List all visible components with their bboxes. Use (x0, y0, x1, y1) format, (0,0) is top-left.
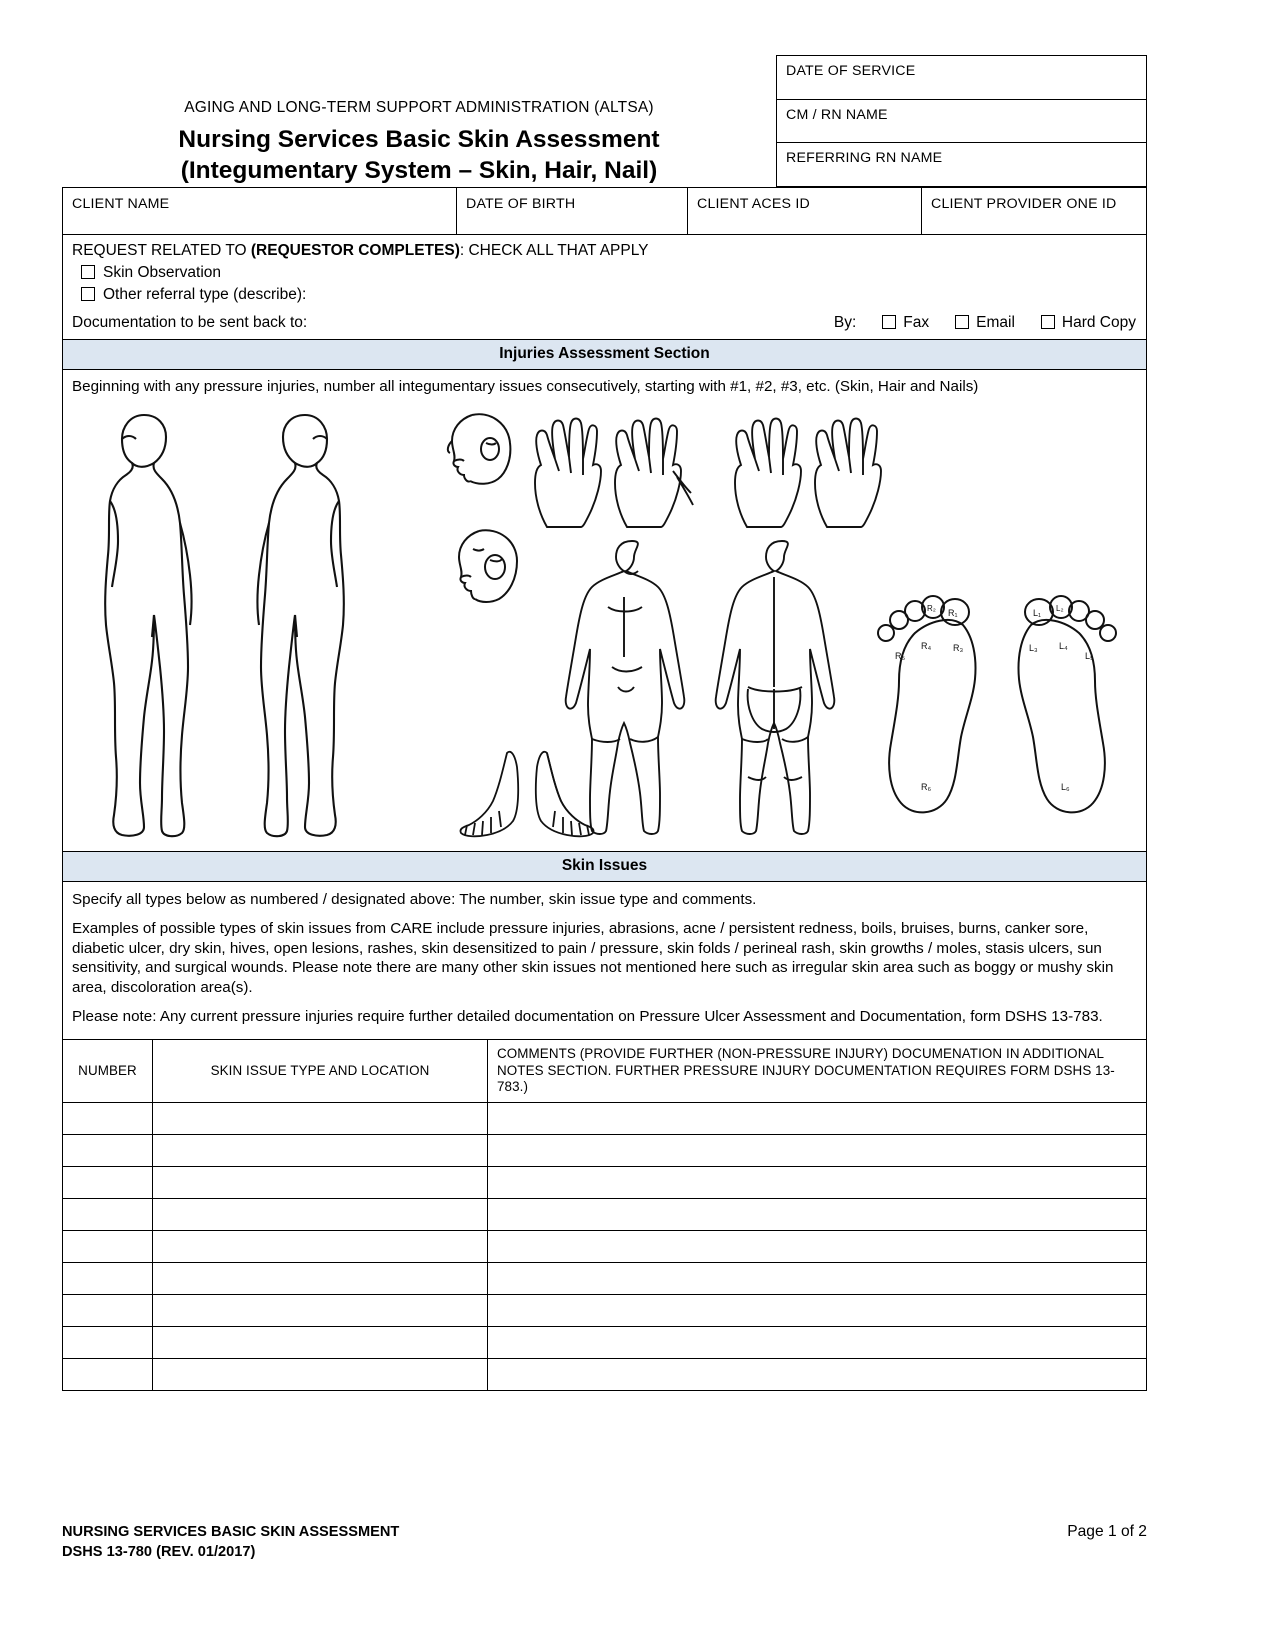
cell-comments[interactable] (488, 1231, 1147, 1263)
client-provider-one-id-label: CLIENT PROVIDER ONE ID (931, 195, 1117, 212)
label-foot-right-2: R₂ (927, 603, 936, 613)
cell-type[interactable] (153, 1103, 488, 1135)
header-fields (776, 55, 1147, 187)
client-identity-row (62, 187, 1147, 235)
cell-number[interactable] (63, 1135, 153, 1167)
table-row[interactable] (63, 1199, 1147, 1231)
cell-number[interactable] (63, 1199, 153, 1231)
table-header-row (63, 1040, 1147, 1103)
cell-type[interactable] (153, 1135, 488, 1167)
figure-head-profile-lower[interactable] (447, 525, 532, 610)
table-row[interactable] (63, 1359, 1147, 1391)
page-title-line2: (Integumentary System – Skin, Hair, Nail) (180, 157, 658, 185)
by-label: By: (833, 313, 857, 331)
cell-comments[interactable] (488, 1295, 1147, 1327)
checkbox-other-referral[interactable] (81, 287, 95, 301)
column-header-comments: COMMENTS (PROVIDE FURTHER (NON-PRESSURE INJURY) DOCUMENATION IN ADDITIONAL NOTES SECTION. FURTHER PRESSURE INJURY DOCUMENTATION REQUIRES FORM DSHS 13-783.) (488, 1040, 1147, 1103)
checkbox-email[interactable] (955, 315, 969, 329)
send-back-row (72, 314, 1136, 332)
table-row[interactable] (63, 1295, 1147, 1327)
label-skin-observation: Skin Observation (103, 263, 222, 281)
client-aces-id-label: CLIENT ACES ID (697, 195, 810, 212)
checkbox-hard-copy[interactable] (1041, 315, 1055, 329)
column-header-number: NUMBER (63, 1040, 153, 1103)
client-name-field[interactable] (63, 188, 456, 234)
skin-paragraph-1: Specify all types below as numbered / designated above: The number, skin issue type and comments. (72, 890, 757, 908)
cell-number[interactable] (63, 1103, 153, 1135)
request-heading-bold: (REQUESTOR COMPLETES) (250, 241, 460, 259)
footer-form-number: DSHS 13-780 (REV. 01/2017) (62, 1543, 256, 1560)
skin-issues-instructions (62, 882, 1147, 1040)
checkbox-row-hard-copy[interactable] (1041, 314, 1136, 332)
checkbox-row-skin-observation[interactable] (81, 264, 1136, 282)
cell-number[interactable] (63, 1231, 153, 1263)
body-figures (72, 397, 1136, 847)
label-foot-right-5: R₅ (895, 650, 906, 661)
cell-comments[interactable] (488, 1263, 1147, 1295)
cell-type[interactable] (153, 1199, 488, 1231)
cell-comments[interactable] (488, 1199, 1147, 1231)
label-foot-right-4: R₄ (921, 640, 932, 651)
label-foot-left-5: L₅ (1085, 650, 1094, 661)
send-back-label: Documentation to be sent back to: (72, 313, 308, 331)
request-heading-part2: : CHECK ALL THAT APPLY (459, 241, 649, 259)
table-row[interactable] (63, 1103, 1147, 1135)
cell-type[interactable] (153, 1167, 488, 1199)
page-title (62, 124, 776, 187)
page-title-line1: Nursing Services Basic Skin Assessment (178, 126, 660, 153)
cell-number[interactable] (63, 1263, 153, 1295)
table-body (63, 1103, 1147, 1391)
label-foot-left-3: L₃ (1029, 642, 1038, 653)
figure-body-posterior[interactable] (712, 537, 852, 837)
cell-comments[interactable] (488, 1359, 1147, 1391)
skin-issues-section-bar: Skin Issues (62, 852, 1147, 882)
table-row[interactable] (63, 1135, 1147, 1167)
cell-number[interactable] (63, 1167, 153, 1199)
label-other-referral: Other referral type (describe): (103, 285, 307, 303)
label-foot-right-1: R₁ (948, 607, 958, 618)
injuries-section-bar: Injuries Assessment Section (62, 340, 1147, 370)
page-number: Page 1 of 2 (1067, 1523, 1147, 1540)
figure-lateral-body-left[interactable] (92, 405, 202, 845)
request-heading (72, 242, 1136, 260)
date-of-birth-field[interactable] (456, 188, 687, 234)
cell-type[interactable] (153, 1263, 488, 1295)
label-fax: Fax (903, 313, 930, 331)
skin-paragraph-3: Please note: Any current pressure injuries require further detailed documentation on Pressure Ulcer Assessment and Documentation, form DSHS 13-783. (72, 1008, 1103, 1026)
form-footer (62, 1523, 1147, 1562)
referring-rn-name-field[interactable] (777, 142, 1146, 186)
checkbox-row-email[interactable] (955, 314, 1015, 332)
table-row[interactable] (63, 1167, 1147, 1199)
cell-comments[interactable] (488, 1135, 1147, 1167)
form-header (62, 55, 1147, 187)
label-foot-left-6: L₆ (1061, 781, 1070, 792)
column-header-skin-issue-type: SKIN ISSUE TYPE AND LOCATION (153, 1040, 488, 1103)
request-block (62, 235, 1147, 340)
label-foot-left-2: L₂ (1056, 603, 1064, 613)
label-foot-right-6: R₆ (921, 781, 932, 792)
cm-rn-name-field[interactable] (777, 99, 1146, 143)
cell-number[interactable] (63, 1359, 153, 1391)
body-diagram-panel (62, 370, 1147, 852)
figure-lateral-body-right[interactable] (247, 405, 357, 845)
table-row[interactable] (63, 1327, 1147, 1359)
injuries-instruction: Beginning with any pressure injuries, number all integumentary issues consecutively, starting with #1, #2, #3, etc. (Skin, Hair and Nails) (72, 377, 979, 395)
date-of-service-label: DATE OF SERVICE (786, 63, 916, 79)
label-foot-left-1: L₁ (1033, 607, 1042, 618)
date-of-birth-label: DATE OF BIRTH (466, 195, 576, 212)
figure-hands-pair-one[interactable] (527, 415, 702, 530)
cell-number[interactable] (63, 1327, 153, 1359)
title-block (62, 55, 776, 187)
referring-rn-name-label: REFERRING RN NAME (786, 150, 943, 167)
table-row[interactable] (63, 1263, 1147, 1295)
checkbox-row-fax[interactable] (882, 314, 929, 332)
cell-number[interactable] (63, 1295, 153, 1327)
agency-name: AGING AND LONG-TERM SUPPORT ADMINISTRATION (ALTSA) (184, 99, 654, 116)
client-aces-id-field[interactable] (687, 188, 921, 234)
cell-type[interactable] (153, 1359, 488, 1391)
figure-feet-dorsal-pair[interactable] (457, 747, 617, 847)
form-page (62, 55, 1147, 1391)
label-foot-right-3: R₃ (953, 642, 964, 653)
cell-type[interactable] (153, 1295, 488, 1327)
checkbox-fax[interactable] (882, 315, 896, 329)
client-provider-one-id-field[interactable] (921, 188, 1146, 234)
skin-paragraph-2: Examples of possible types of skin issues from CARE include pressure injuries, abrasions, acne / persistent redness, boils, bruises, burns, canker sore, diabetic ulcer, dry skin, hives, open lesions, rashes, skin desensitized to pain / pressure, skin folds / perineal rash, skin growths / moles, stasis ulcers, sun sensitivity, and surgical wounds. Please note there are many other skin issues not mentioned here such as irregular skin area such as boggy or mushy skin area, discoloration area(s). (72, 919, 1114, 997)
figure-hands-pair-two[interactable] (727, 415, 902, 530)
table-row[interactable] (63, 1231, 1147, 1263)
checkbox-skin-observation[interactable] (81, 265, 95, 279)
cell-comments[interactable] (488, 1327, 1147, 1359)
cell-comments[interactable] (488, 1103, 1147, 1135)
figure-foot-sole-left[interactable] (1007, 587, 1117, 822)
figure-head-profile-upper[interactable] (442, 409, 522, 489)
cm-rn-name-label: CM / RN NAME (786, 106, 888, 123)
checkbox-row-other-referral[interactable] (81, 286, 1136, 304)
label-foot-left-4: L₄ (1059, 640, 1068, 651)
label-email: Email (976, 313, 1015, 331)
cell-type[interactable] (153, 1231, 488, 1263)
request-heading-part1: REQUEST RELATED TO (72, 241, 251, 259)
skin-issues-table (62, 1040, 1147, 1391)
figure-foot-sole-right[interactable] (877, 587, 987, 822)
cell-type[interactable] (153, 1327, 488, 1359)
footer-form-identity (62, 1523, 399, 1562)
footer-form-name: NURSING SERVICES BASIC SKIN ASSESSMENT (62, 1524, 400, 1540)
label-hard-copy: Hard Copy (1061, 313, 1136, 331)
client-name-label: CLIENT NAME (72, 195, 170, 212)
cell-comments[interactable] (488, 1167, 1147, 1199)
date-of-service-field[interactable] (777, 56, 1146, 99)
